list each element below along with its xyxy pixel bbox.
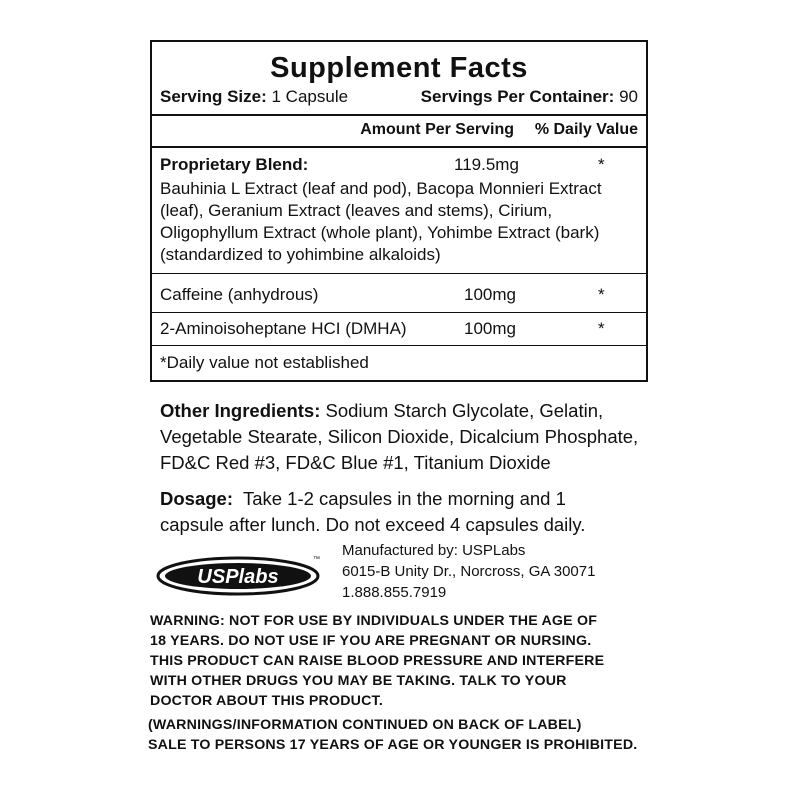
serving-size-value: 1 Capsule: [271, 87, 349, 106]
other-ingredients-line: FD&C Red #3, FD&C Blue #1, Titanium Dioxide: [160, 452, 551, 473]
ingredient-dv: *: [598, 285, 605, 304]
blend-description: [160, 178, 646, 266]
facts-title: Supplement Facts: [270, 52, 528, 84]
ingredient-dv: *: [598, 319, 605, 338]
warning-line: WITH OTHER DRUGS YOU MAY BE TAKING. TALK TO YOUR: [150, 673, 567, 689]
servings-per-container: [421, 87, 638, 107]
blend-description-line: Bauhinia L Extract (leaf and pod), Bacopa Monnieri Extract: [160, 179, 602, 198]
blend-dv: *: [598, 155, 605, 174]
servings-label: Servings Per Container:: [420, 87, 615, 106]
divider: [152, 273, 646, 274]
other-ingredients-line: Vegetable Stearate, Silicon Dioxide, Dicalcium Phosphate,: [160, 426, 639, 447]
supplement-facts-panel: [150, 40, 648, 382]
manufacturer-line: Manufactured by: USPLabs: [342, 542, 526, 559]
warning-line: DOCTOR ABOUT THIS PRODUCT.: [150, 693, 383, 709]
manufacturer-phone: 1.888.855.7919: [342, 584, 447, 601]
divider: [152, 345, 646, 346]
ingredient-name: Caffeine (anhydrous): [160, 285, 319, 304]
serving-size-label: Serving Size:: [160, 87, 267, 106]
divider: [152, 312, 646, 313]
blend-amount: 119.5mg: [454, 155, 519, 174]
servings-value: 90: [619, 87, 638, 106]
warning-line: WARNING: NOT FOR USE BY INDIVIDUALS UNDER THE AGE OF: [150, 613, 598, 629]
divider: [152, 114, 646, 116]
daily-value-footnote: *Daily value not established: [160, 353, 369, 372]
manufacturer-info: [342, 540, 595, 603]
blend-description-line: (standardized to yohimbine alkaloids): [160, 245, 441, 264]
blend-name: Proprietary Blend:: [160, 155, 309, 174]
other-ingredients-text: Sodium Starch Glycolate, Gelatin,: [320, 400, 604, 421]
daily-value-header: % Daily Value: [534, 121, 638, 138]
ingredient-name: 2-Aminoisoheptane HCI (DMHA): [160, 319, 407, 338]
dosage: [160, 486, 650, 538]
warning-block: [150, 611, 650, 711]
usplabs-logo: [155, 552, 325, 601]
other-ingredients-label: Other Ingredients:: [160, 400, 321, 421]
dosage-line: capsule after lunch. Do not exceed 4 capsules daily.: [160, 514, 586, 535]
amount-per-serving-header: Amount Per Serving: [360, 121, 514, 138]
dosage-text: Take 1-2 capsules in the morning and 1: [233, 488, 566, 509]
ingredient-amount: 100mg: [464, 285, 516, 304]
warning-footer: [148, 715, 658, 755]
dosage-line: [160, 486, 650, 512]
other-ingredients-line: [160, 398, 650, 424]
sale-restriction: SALE TO PERSONS 17 YEARS OF AGE OR YOUNGER IS PROHIBITED.: [148, 737, 638, 753]
blend-description-line: (leaf), Geranium Extract (leaves and stems), Cirium,: [160, 201, 553, 220]
manufacturer-address: 6015-B Unity Dr., Norcross, GA 30071: [342, 563, 596, 580]
logo-wordmark: USPlabs: [197, 566, 279, 588]
serving-size: [160, 87, 348, 107]
trademark-mark: ™: [313, 556, 320, 563]
warning-line: 18 YEARS. DO NOT USE IF YOU ARE PREGNANT OR NURSING.: [150, 633, 592, 649]
other-ingredients: [160, 398, 650, 476]
blend-description-line: Oligophyllum Extract (whole plant), Yohimbe Extract (bark): [160, 223, 600, 242]
warning-continued: (WARNINGS/INFORMATION CONTINUED ON BACK OF LABEL): [148, 717, 582, 733]
ingredient-amount: 100mg: [464, 319, 516, 338]
divider: [152, 146, 646, 148]
dosage-label: Dosage:: [160, 488, 233, 509]
warning-line: THIS PRODUCT CAN RAISE BLOOD PRESSURE AND INTERFERE: [150, 653, 605, 669]
